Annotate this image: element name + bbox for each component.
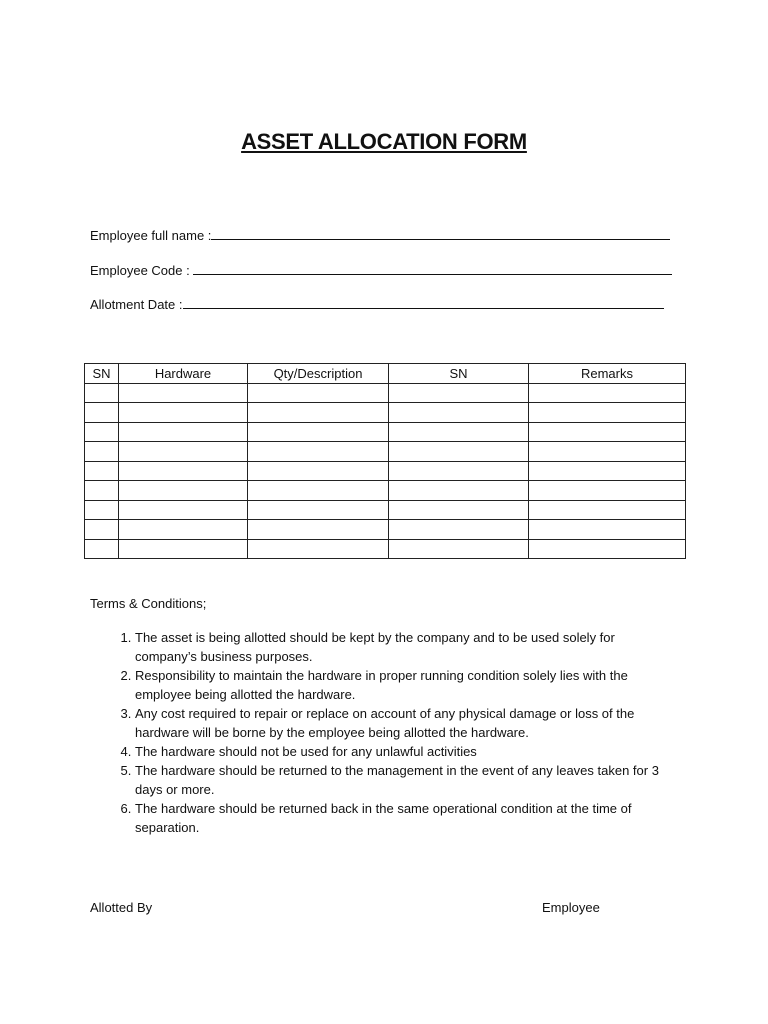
cell-qty-description[interactable] [248,422,389,442]
column-header-sn: SN [85,364,119,384]
column-header-serial-number: SN [389,364,529,384]
column-header-remarks: Remarks [529,364,686,384]
cell-sn[interactable] [85,481,119,501]
cell-hardware[interactable] [119,461,248,481]
cell-qty-description[interactable] [248,383,389,403]
cell-qty-description[interactable] [248,520,389,540]
cell-serial-number[interactable] [389,481,529,501]
cell-serial-number[interactable] [389,500,529,520]
cell-remarks[interactable] [529,442,686,462]
cell-remarks[interactable] [529,500,686,520]
cell-sn[interactable] [85,403,119,423]
cell-hardware[interactable] [119,383,248,403]
cell-sn[interactable] [85,422,119,442]
cell-hardware[interactable] [119,422,248,442]
cell-remarks[interactable] [529,422,686,442]
cell-sn[interactable] [85,383,119,403]
allotted-by-signature-label: Allotted By [90,900,153,915]
term-item: 4. The hardware should not be used for any unlawful activities [135,742,680,761]
terms-list [90,628,680,837]
cell-hardware[interactable] [119,481,248,501]
cell-remarks[interactable] [529,383,686,403]
cell-hardware[interactable] [119,539,248,559]
allotment-date-field[interactable] [90,296,664,312]
terms-heading: Terms & Conditions; [90,596,207,611]
cell-hardware[interactable] [119,403,248,423]
cell-sn[interactable] [85,461,119,481]
form-title: ASSET ALLOCATION FORM [241,129,527,154]
asset-table [84,363,686,559]
table-row [85,442,686,462]
employee-name-field[interactable] [90,227,670,243]
cell-serial-number[interactable] [389,403,529,423]
table-row [85,520,686,540]
cell-remarks[interactable] [529,520,686,540]
employee-signature-label: Employee [542,900,600,915]
column-header-hardware: Hardware [119,364,248,384]
cell-hardware[interactable] [119,442,248,462]
table-header-row [85,364,686,384]
cell-qty-description[interactable] [248,481,389,501]
employee-code-field[interactable] [90,262,672,278]
employee-code-label: Employee Code : [90,263,194,278]
cell-serial-number[interactable] [389,383,529,403]
cell-serial-number[interactable] [389,461,529,481]
cell-hardware[interactable] [119,500,248,520]
cell-remarks[interactable] [529,403,686,423]
cell-remarks[interactable] [529,461,686,481]
allotment-date-input-line[interactable] [183,296,664,309]
cell-qty-description[interactable] [248,500,389,520]
cell-sn[interactable] [85,442,119,462]
table-row [85,461,686,481]
term-item: 3. Any cost required to repair or replace on account of any physical damage or loss of the hardware will be borne by the employee being allotted the hardware. [135,704,680,742]
term-item: 6. The hardware should be returned back in the same operational condition at the time of separation. [135,799,680,837]
allotment-date-label: Allotment Date : [90,297,183,312]
table-body [85,383,686,559]
cell-qty-description[interactable] [248,442,389,462]
cell-sn[interactable] [85,520,119,540]
employee-name-label: Employee full name : [90,228,212,243]
cell-qty-description[interactable] [248,403,389,423]
cell-serial-number[interactable] [389,539,529,559]
cell-serial-number[interactable] [389,442,529,462]
employee-name-input-line[interactable] [211,227,670,240]
cell-serial-number[interactable] [389,520,529,540]
column-header-qty-description: Qty/Description [248,364,389,384]
cell-qty-description[interactable] [248,461,389,481]
table-row [85,481,686,501]
employee-code-input-line[interactable] [193,262,672,275]
cell-remarks[interactable] [529,539,686,559]
table-row [85,383,686,403]
table-row [85,403,686,423]
cell-sn[interactable] [85,500,119,520]
cell-remarks[interactable] [529,481,686,501]
cell-serial-number[interactable] [389,422,529,442]
table-row [85,500,686,520]
cell-hardware[interactable] [119,520,248,540]
term-item: 1. The asset is being allotted should be kept by the company and to be used solely for company’s business purposes. [135,628,680,666]
cell-sn[interactable] [85,539,119,559]
table-row [85,539,686,559]
cell-qty-description[interactable] [248,539,389,559]
table-row [85,422,686,442]
term-item: 2. Responsibility to maintain the hardware in proper running condition solely lies with the employee being allotted the hardware. [135,666,680,704]
term-item: 5. The hardware should be returned to the management in the event of any leaves taken for 3 days or more. [135,761,680,799]
